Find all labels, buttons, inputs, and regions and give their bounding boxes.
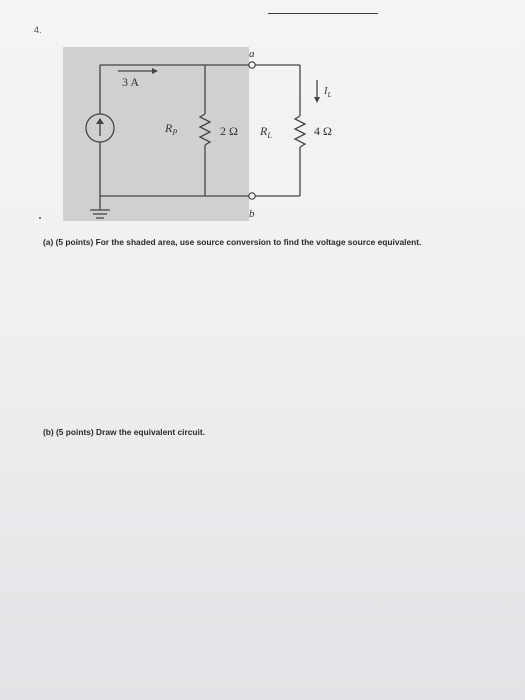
node-a-label: a: [249, 48, 255, 60]
node-b-label: b: [249, 208, 255, 220]
rp-subscript: P: [172, 128, 178, 137]
svg-text:RL: [259, 124, 272, 140]
rl-label: R: [260, 124, 268, 138]
svg-text:IL: [323, 86, 332, 99]
rl-value: 4 Ω: [314, 124, 332, 138]
rp-value: 2 Ω: [220, 124, 238, 138]
stray-dot: [39, 217, 41, 219]
load-current-arrowhead-icon: [314, 97, 320, 103]
circuit-diagram: [0, 0, 525, 230]
question-number: 4.: [34, 25, 42, 35]
terminal-b: [249, 193, 255, 199]
question-part-b: (b) (5 points) Draw the equivalent circuit.: [43, 427, 205, 437]
terminal-a: [249, 62, 255, 68]
rl-resistor-zigzag: [295, 116, 305, 147]
current-source-label: 3 A: [122, 75, 140, 89]
load-current-subscript: L: [327, 90, 332, 99]
rp-label: R: [165, 121, 173, 135]
rl-subscript: L: [267, 131, 272, 140]
load-current-label: I: [324, 86, 328, 97]
question-part-a: (a) (5 points) For the shaded area, use source conversion to find the voltage source equivalent.: [43, 237, 422, 247]
